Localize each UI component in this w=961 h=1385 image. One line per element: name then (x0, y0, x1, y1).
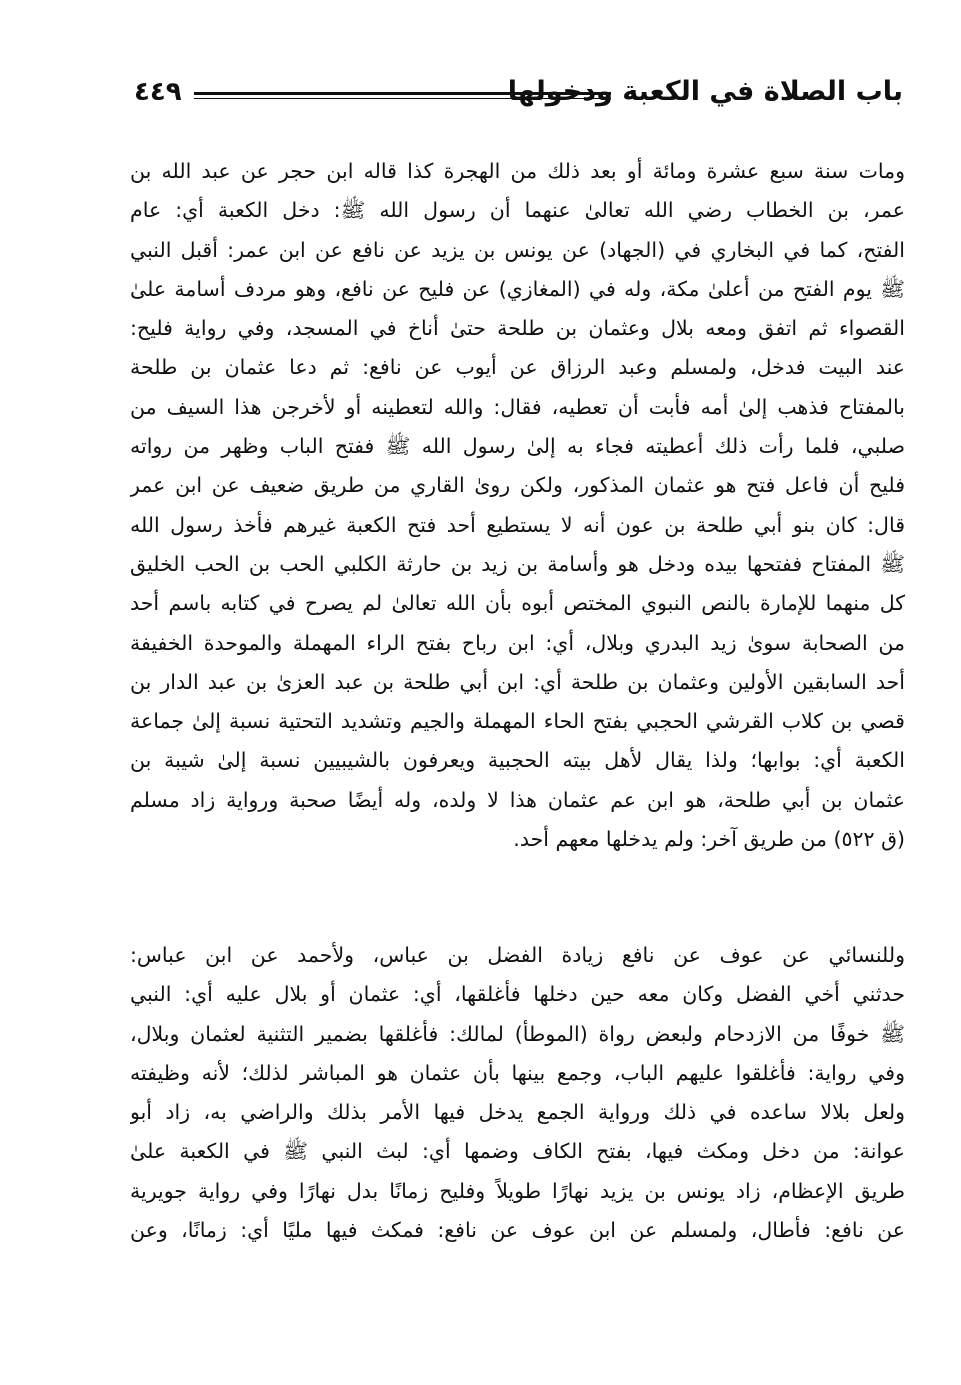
text-line: ﷺ خوفًا من الازدحام ولبعض رواة (الموطأ) لمالك: فأغلقها بضمير التثنية لعثمان وبلال، (130, 1021, 905, 1046)
text-line: طريق الإعظام، زاد يونس بن يزيد نهارًا طويلاً وفليح زمانًا بدل نهارًا وفي رواية جويرية (130, 1178, 905, 1203)
paragraph-1 (130, 152, 905, 859)
header-rule-thin (194, 98, 611, 99)
text-line: بالمفتاح فذهب إلىٰ أمه فأبت أن تعطيه، فقال: والله لتعطينه أو لأخرجن هذا السيف من (130, 394, 905, 419)
text-line: حدثني أخي الفضل وكان معه حين دخلها فأغلقها، أي: عثمان أو بلال عليه أي: النبي (130, 982, 905, 1007)
paragraph-2 (130, 936, 905, 1250)
text-line: الكعبة أي: بوابها؛ ولذا يقال لأهل بيته الحجبية ويعرفون بالشيبيين نسبة إلىٰ شيبة بن (130, 748, 905, 773)
text-line: (ق ٥٢٢) من طريق آخر: ولم يدخلها معهم أحد. (513, 827, 905, 852)
text-line: عوانة: من دخل ومكث فيها، بفتح الكاف وضمها أي: لبث النبي ﷺ في الكعبة علىٰ (130, 1139, 905, 1164)
text-line: عثمان بن أبي طلحة، هو ابن عم عثمان هذا لا ولده، وله أيضًا صحبة ورواية زاد مسلم (130, 787, 905, 812)
page-header (128, 66, 903, 118)
text-line: ولعل بلالا ساعده في ذلك ورواية الجمع يدخل فيها الأمر بذلك والراضي به، زاد أبو (130, 1100, 905, 1125)
text-line: ﷺ يوم الفتح من أعلىٰ مكة، وله في (المغازي) عن فليح عن نافع، وهو مردف أسامة علىٰ (130, 276, 905, 301)
text-line: قصي بن كلاب القرشي الحجبي بفتح الحاء المهملة والجيم وتشديد التحتية نسبة إلىٰ جماعة (130, 709, 905, 734)
text-line: ﷺ المفتاح ففتحها بيده ودخل هو وأسامة بن زيد بن حارثة الكلبي الحب بن الحب الخليق (130, 551, 905, 576)
text-line: الفتح، كما في البخاري في (الجهاد) عن يونس بن يزيد عن نافع عن ابن عمر: أقبل النبي (130, 237, 905, 262)
text-line: فليح أن فاعل فتح هو عثمان المذكور، ولكن روىٰ القاري من طريق ضعيف عن ابن عمر (130, 473, 905, 498)
text-line: قال: كان بنو أبي طلحة بن عون أنه لا يستطيع أحد فتح الكعبة غيرهم فأخذ رسول الله (130, 512, 905, 537)
text-line: وفي رواية: فأغلقوا عليهم الباب، وجمع بينها بأن عثمان هو المباشر لذلك؛ لأنه وظيفته (130, 1060, 905, 1085)
chapter-title: باب الصلاة في الكعبة ودخولها (507, 76, 903, 107)
text-line: من الصحابة سوىٰ زيد البدري وبلال، أي: ابن رباح بفتح الراء المهملة والموحدة الخفيفة (130, 630, 905, 655)
text-line: عن نافع: فأطال، ولمسلم عن ابن عوف عن نافع: فمكث فيها مليًا أي: زمانًا، وعن (130, 1218, 905, 1243)
text-line: كل منهما للإمارة بالنص النبوي المختص أبوه بأن الله تعالىٰ لم يصرح في كتابه باسم أحد (130, 591, 905, 616)
text-line: ومات سنة سبع عشرة ومائة أو بعد ذلك من الهجرة كذا قاله ابن حجر عن عبد الله بن (130, 159, 905, 183)
text-line: عمر، بن الخطاب رضي الله تعالىٰ عنهما أن رسول الله ﷺ: دخل الكعبة أي: عام (130, 198, 905, 223)
text-line: صلبي، فلما رأت ذلك أعطيته فجاء به إلىٰ رسول الله ﷺ ففتح الباب وظهر من رواته (130, 434, 905, 459)
text-line: عند البيت فدخل، ولمسلم وعبد الرزاق عن أيوب عن نافع: ثم دعا عثمان بن طلحة (130, 355, 905, 380)
text-line: وللنسائي عن عوف عن نافع زيادة الفضل بن عباس، ولأحمد عن ابن عباس: (130, 943, 905, 967)
text-line: أحد السابقين الأولين وعثمان بن طلحة أي: ابن أبي طلحة بن عبد العزىٰ بن عبد الدار بن (130, 669, 905, 694)
text-line: القصواء ثم اتفق ومعه بلال وعثمان بن طلحة حتىٰ أناخ في المسجد، وفي رواية فليح: (130, 316, 905, 341)
header-rule (194, 92, 611, 95)
page-number: ٤٤٩ (134, 77, 182, 107)
